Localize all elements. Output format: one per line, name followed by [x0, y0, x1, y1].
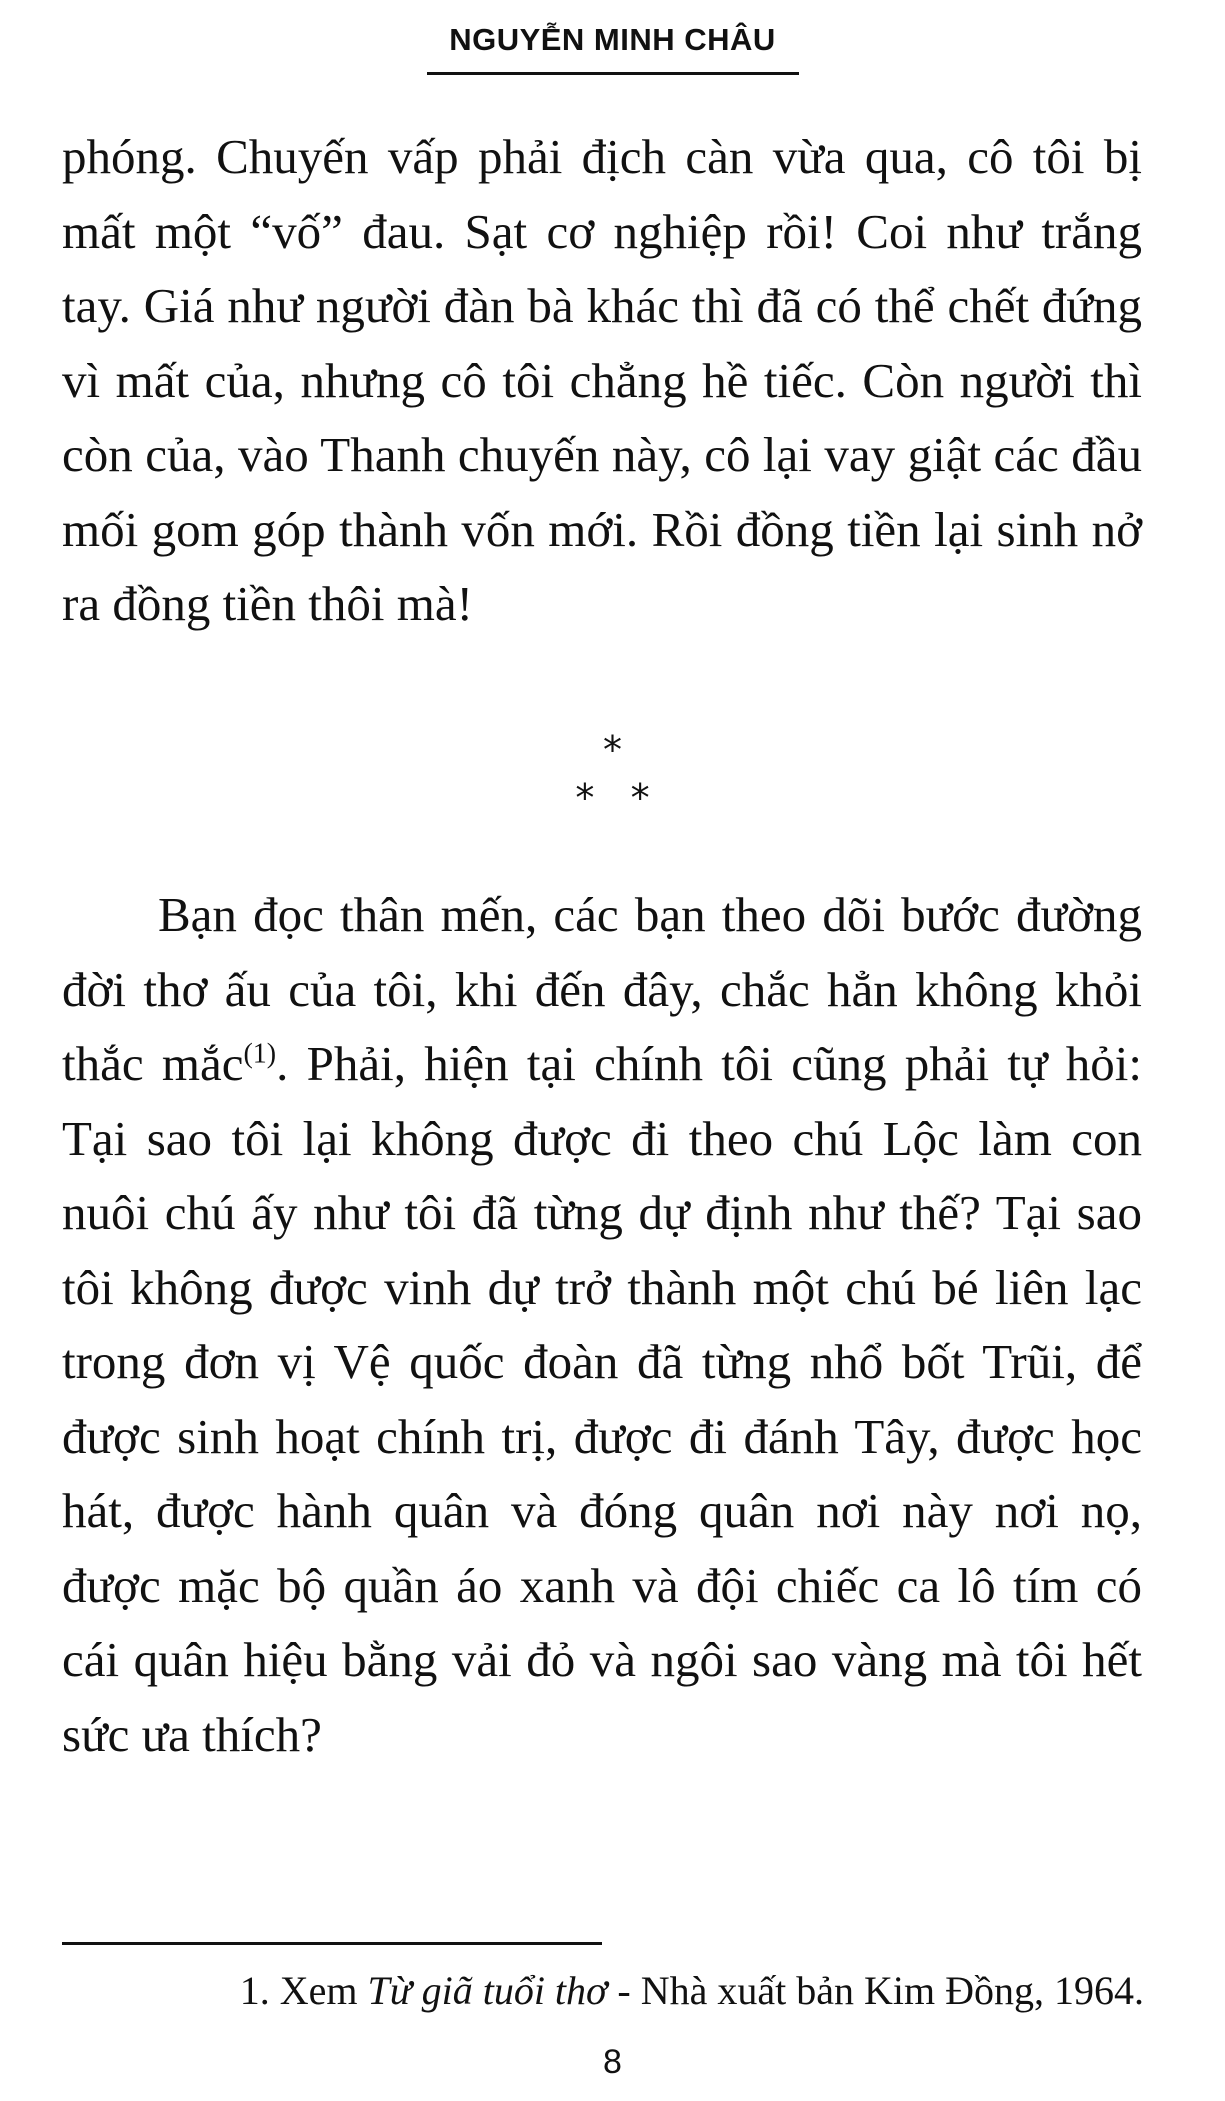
section-separator-top: * — [603, 728, 622, 772]
paragraph-2-text-b: . Phải, hiện tại chính tôi cũng phải tự hỏi: Tại sao tôi lại không được đi theo chú Lộc làm con nuôi chú ấy như tôi đã từng dự định như thế? Tại sao tôi không được vinh dự trở thành một chú bé liên lạc trong đơn vị Vệ quốc đoàn đã từng nhổ bốt Trũi, để được sinh hoạt chính trị, được đi đánh Tây, được học hát, được hành quân và đóng quân nơi này nơi nọ, được mặc bộ quần áo xanh và đội chiếc ca lô tím có cái quân hiệu bằng vải đỏ và ngôi sao vàng mà tôi hết sức ưa thích? — [62, 1036, 1142, 1762]
footnote-number: 1. Xem — [239, 1968, 368, 2013]
footnote-book-title: Từ giã tuổi thơ — [367, 1968, 608, 2013]
footnote — [62, 1966, 1144, 2016]
running-header — [0, 22, 1225, 75]
page-number: 8 — [603, 2043, 622, 2081]
page-body — [62, 120, 1142, 642]
section-separator-bottom: * * — [575, 776, 650, 820]
page-body-2 — [62, 878, 1142, 1772]
paragraph-1: phóng. Chuyến vấp phải địch càn vừa qua, cô tôi bị mất một “vố” đau. Sạt cơ nghiệp rồi! Coi như trắng tay. Giá như người đàn bà khác thì đã có thể chết đứng vì mất của, nhưng cô tôi chẳng hề tiếc. Còn người thì còn của, vào Thanh chuyến này, cô lại vay giật các đầu mối gom góp thành vốn mới. Rồi đồng tiền lại sinh nở ra đồng tiền thôi mà! — [62, 129, 1142, 631]
author-name: NGUYỄN MINH CHÂU — [427, 22, 799, 75]
footnote-publisher: - Nhà xuất bản Kim Đồng, 1964. — [607, 1968, 1144, 2013]
paragraph-2-text-a: Bạn đọc thân mến, các bạn theo dõi bước đường đời thơ ấu của tôi, khi đến đây, chắc hẳn không khỏi thắc mắc — [62, 887, 1142, 1091]
footnote-divider — [62, 1942, 602, 1945]
paragraph-2 — [62, 878, 1142, 1772]
footnote-reference: (1) — [243, 1038, 277, 1070]
